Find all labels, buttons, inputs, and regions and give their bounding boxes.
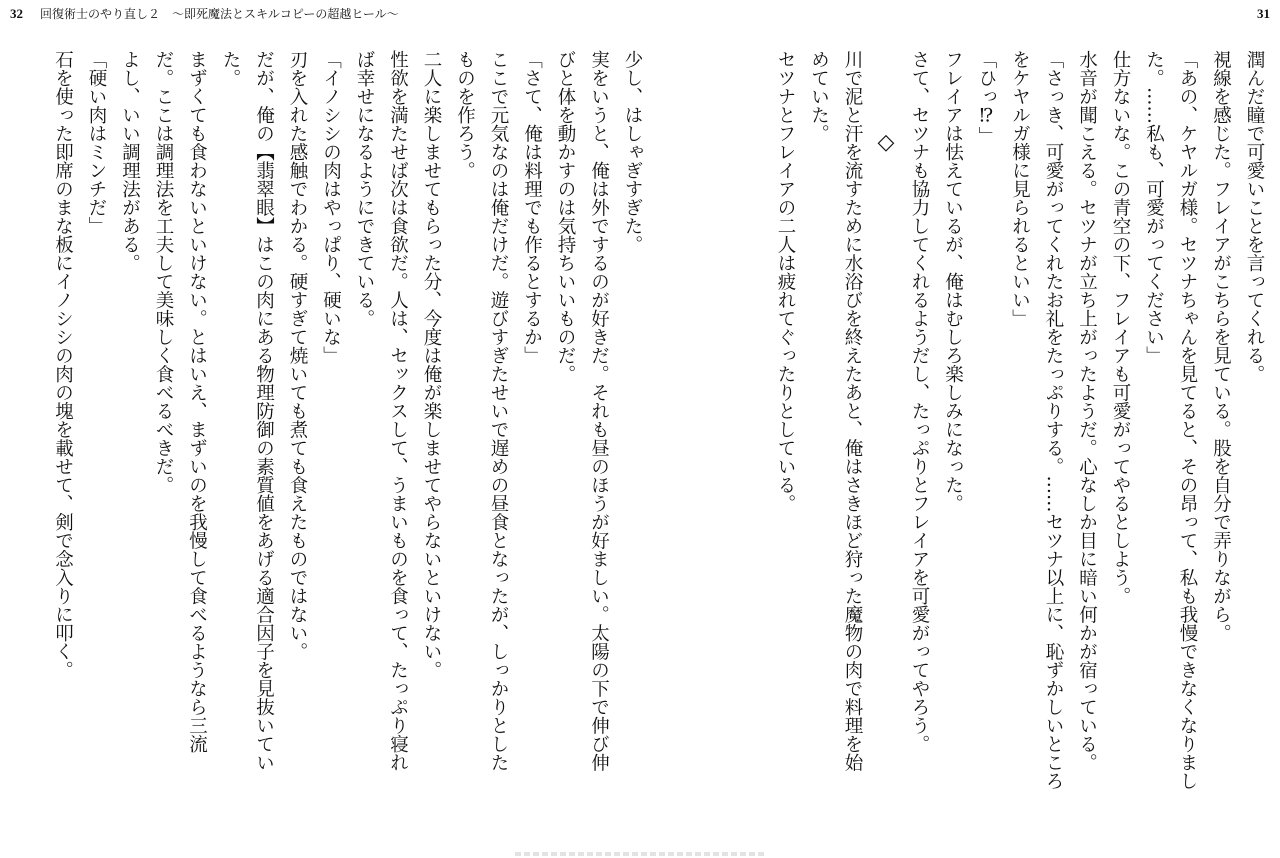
text-line: 二人に楽しませてもらった分、今度は俺が楽しませてやらないといけない。: [421, 50, 442, 679]
scene-break-diamond: ◇: [873, 130, 899, 155]
text-line: 「硬い肉はミンチだ」: [86, 50, 107, 235]
text-line: 仕方ないな。この青空の下、フレイアも可愛がってやるとしよう。: [1110, 50, 1131, 605]
text-line: ここで元気なのは俺だけだ。遊びすぎたせいで遅めの昼食となったが、しっかりとした: [488, 50, 509, 772]
running-title: 回復術士のやり直し２ ～即死魔法とスキルコピーの超越ヒール～: [40, 7, 399, 21]
text-line: セツナとフレイアの二人は疲れてぐったりとしている。: [775, 50, 796, 513]
text-line: フレイアは怯えているが、俺はむしろ楽しみになった。: [942, 50, 964, 513]
left-page-text: [12, 50, 649, 830]
page-footer-mark: [515, 852, 765, 856]
text-line: ものを作ろう。: [454, 50, 476, 180]
text-line: 視線を感じた。フレイアがこちらを見ている。股を自分で弄りながら。: [1210, 50, 1232, 642]
text-line: 性欲を満たせば次は食欲だ。人は、セックスして、うまいものを食って、たっぷり寝れ: [387, 50, 409, 772]
text-line: 「イノシシの肉はやっぱり、硬いな」: [320, 50, 342, 365]
text-line: 「あの、ケヤルガ様。セツナちゃんを見てると、その昂って、私も我慢できなくなりまし: [1177, 50, 1198, 790]
text-line: だが、俺の【翡翠眼】はこの肉にある物理防御の素質値をあげる適合因子を見抜いてい: [253, 50, 275, 772]
right-page-text: [676, 50, 1271, 830]
text-line: まずくても食わないといけない。とはいえ、まずいのを我慢して食べるようなら三流: [186, 50, 208, 753]
text-line: 水音が聞こえる。セツナが立ち上がったようだ。心なしか目に暗い何かが宿っている。: [1076, 50, 1098, 772]
text-line: た。……私も、可愛がってください」: [1143, 50, 1165, 365]
text-line: 実をいうと、俺は外でするのが好きだ。それも昼のほうが好ましい。太陽の下で伸び伸: [588, 50, 610, 772]
text-line: 刃を入れた感触でわかる。硬すぎて焼いても煮ても食えたものではない。: [287, 50, 308, 661]
text-line: た。: [220, 50, 241, 87]
text-line: 少し、はしゃぎすぎた。: [622, 50, 643, 254]
text-line: をケヤルガ様に見られるといい」: [1009, 50, 1031, 328]
text-line: さて、セツナも協力してくれるようだし、たっぷりとフレイアを可愛がってやろう。: [909, 50, 930, 753]
right-page-number: 31: [1257, 6, 1270, 21]
text-line: ば幸せになるようにできている。: [354, 50, 375, 328]
text-line: 「ひっ⁉」: [976, 50, 997, 145]
text-line: 川で泥と汗を流すために水浴びを終えたあと、俺はさきほど狩った魔物の肉で料理を始: [842, 50, 863, 772]
left-page-number: 32: [10, 6, 23, 21]
text-line: だ。ここは調理法を工夫して美味しく食べるべきだ。: [153, 50, 174, 494]
text-line: 「さて、俺は料理でも作るとするか」: [521, 50, 543, 365]
text-line: びと体を動かすのは気持ちいいものだ。: [555, 50, 576, 383]
text-line: 石を使った即席のまな板にイノシシの肉の塊を載せて、剣で念入りに叩く。: [52, 50, 74, 679]
text-line: 潤んだ瞳で可愛いことを言ってくれる。: [1244, 50, 1265, 383]
text-line: 「さっき、可愛がってくれたお礼をたっぷりする。……セツナ以上に、恥ずかしいところ: [1043, 50, 1064, 790]
text-line: めていた。: [808, 50, 830, 143]
text-line: よし、いい調理法がある。: [119, 50, 141, 272]
